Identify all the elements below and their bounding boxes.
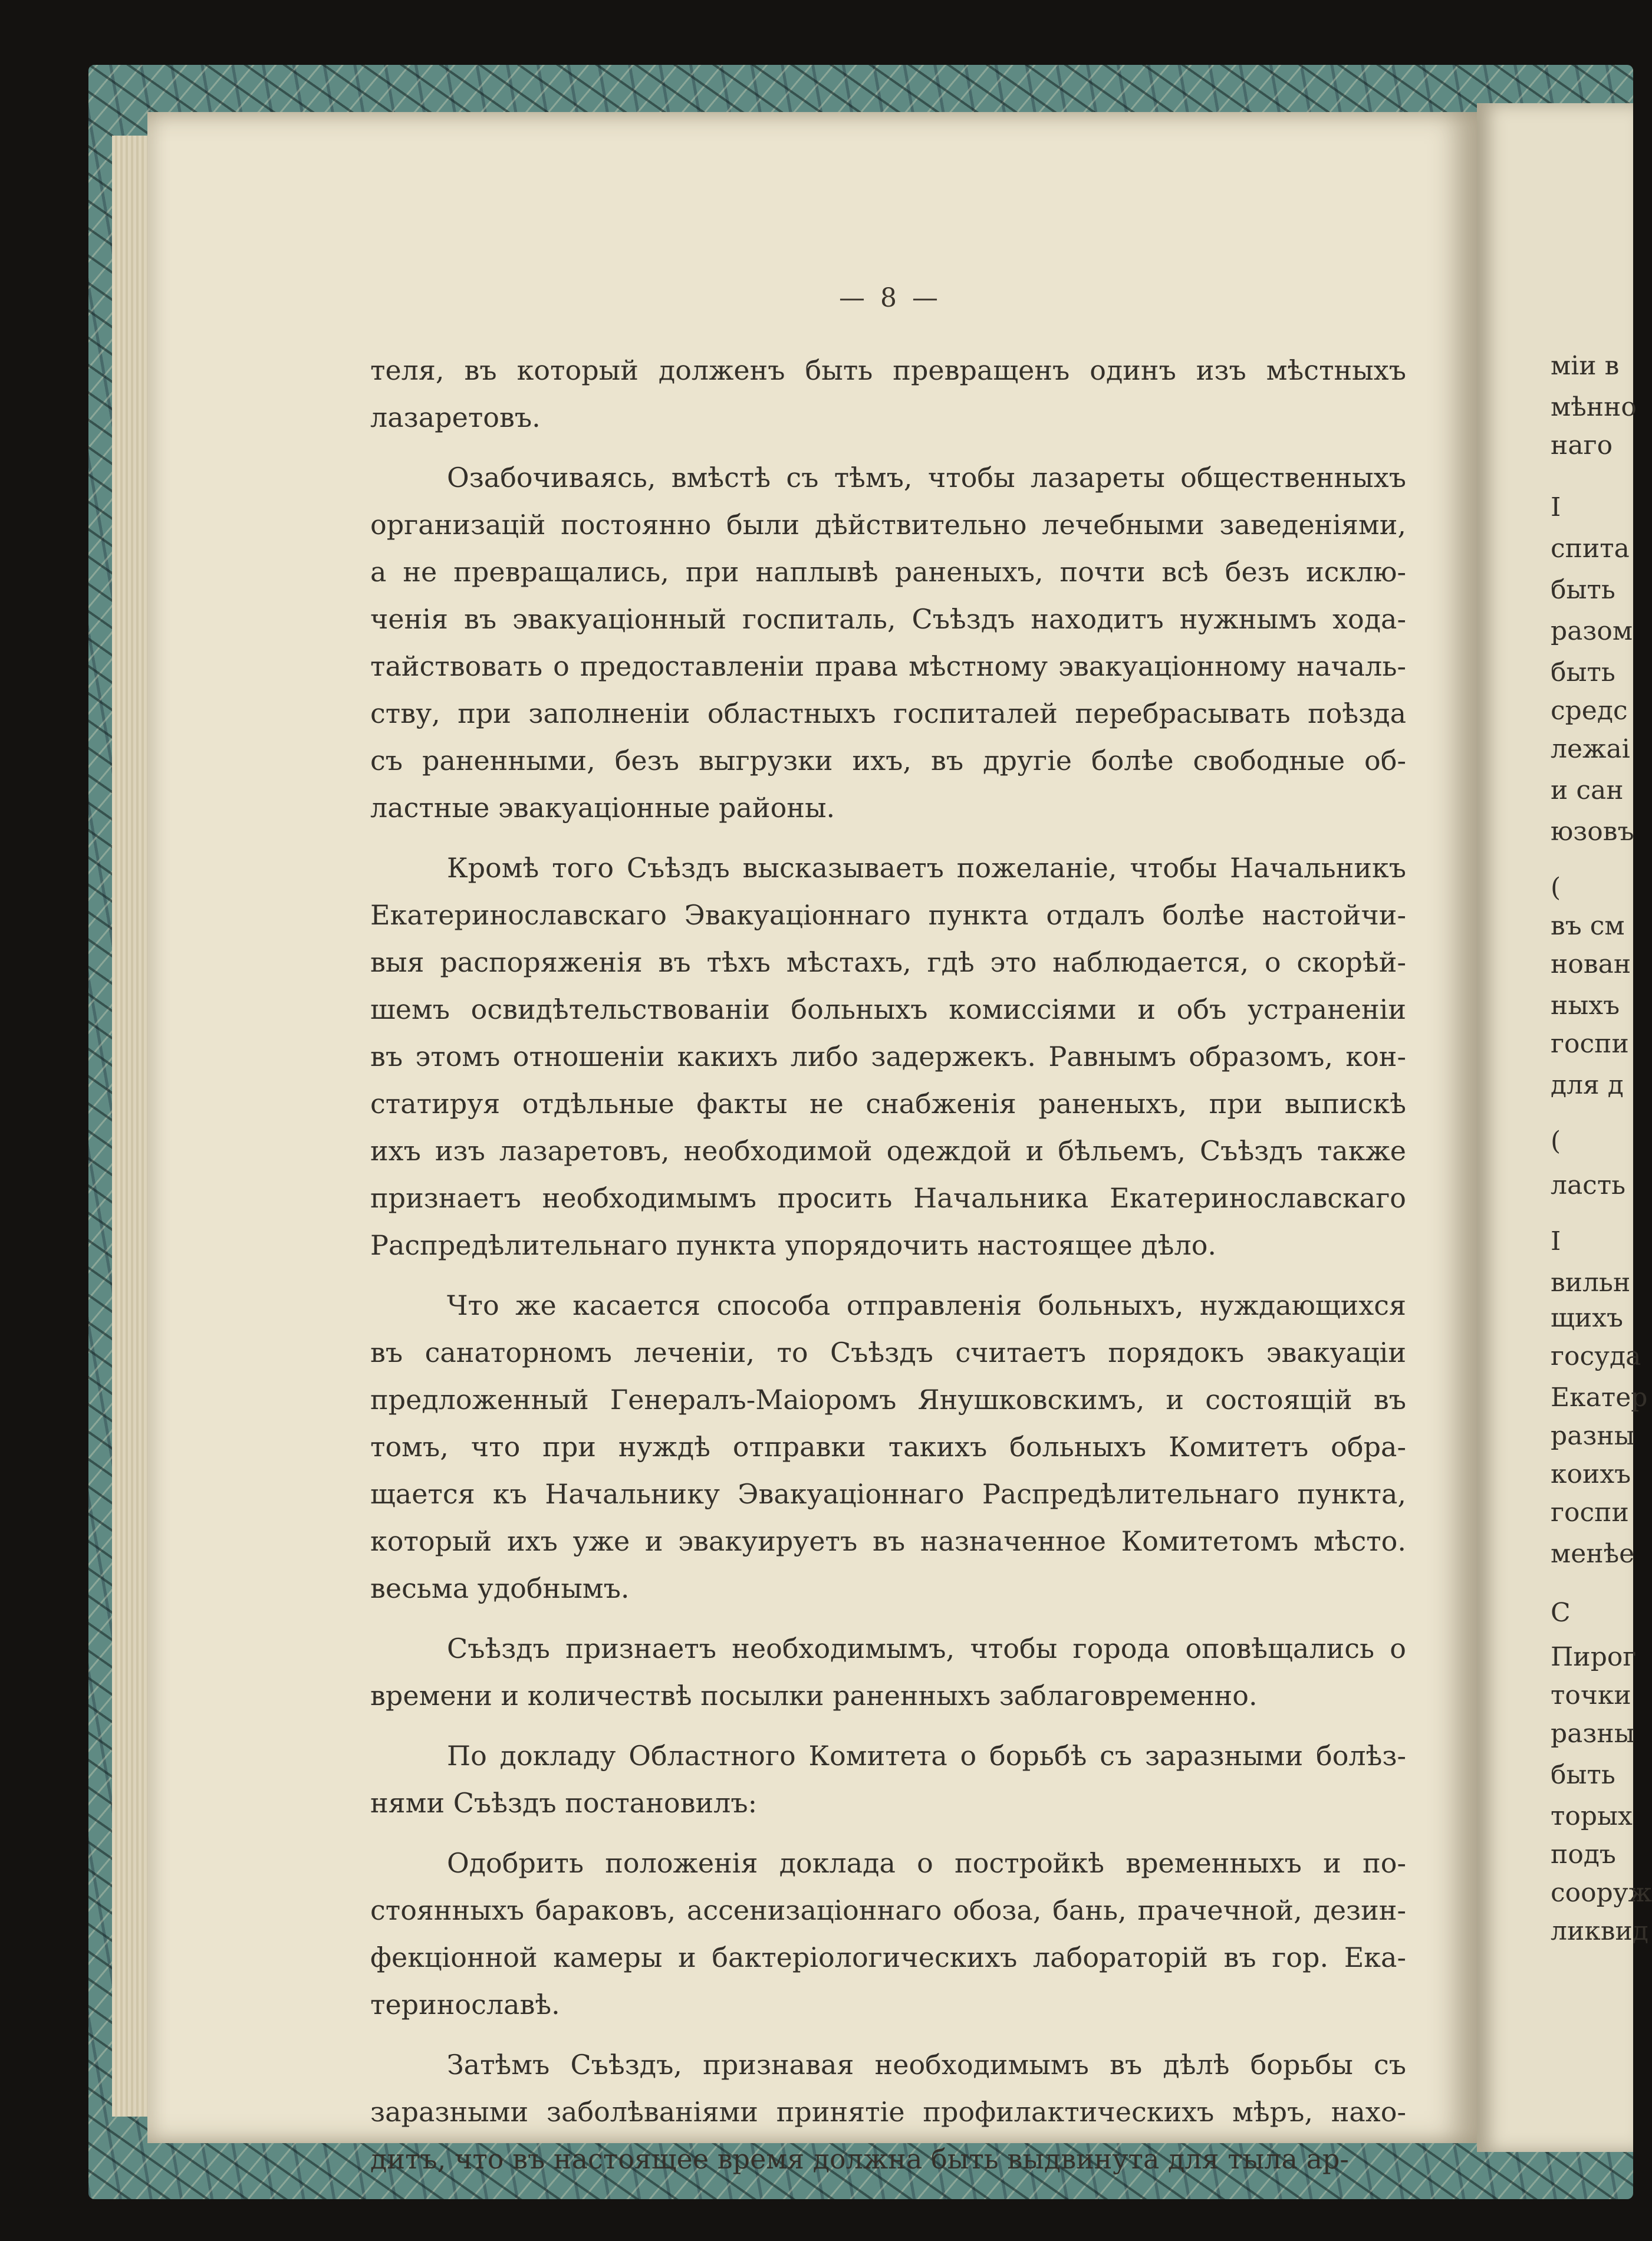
text-line: теля, въ который долженъ быть превращенъ одинъ изъ мѣстныхъ: [370, 354, 1406, 386]
paragraph: [370, 1732, 1406, 1827]
facing-page-line: торых: [1551, 1801, 1633, 1831]
facing-page-line: разны: [1551, 1421, 1635, 1451]
facing-page-line: вильн: [1551, 1268, 1631, 1298]
facing-page-line: нован: [1551, 949, 1631, 979]
text-line: Съѣздъ признаетъ необходимымъ, чтобы города оповѣщались о: [447, 1633, 1406, 1664]
text-line: фекціонной камеры и бактеріологическихъ лабораторій въ гор. Ека-: [370, 1941, 1406, 1973]
text-line: Одобрить положенія доклада о постройкѣ временныхъ и по-: [447, 1847, 1406, 1879]
text-line: Кромѣ того Съѣздъ высказываетъ пожеланіе, чтобы Начальникъ: [447, 852, 1406, 884]
text-line: заразными заболѣваніями принятіе профилактическихъ мѣръ, нахо-: [370, 2096, 1406, 2128]
text-line: ченія въ эвакуаціонный госпиталь, Съѣздъ находитъ нужнымъ хода-: [370, 603, 1406, 635]
facing-page-line: госпи: [1551, 1498, 1629, 1528]
facing-page-line: точки: [1551, 1680, 1631, 1710]
text-line: въ санаторномъ леченіи, то Съѣздъ считаетъ порядокъ эвакуаціи: [370, 1337, 1406, 1368]
facing-page-line: наго: [1551, 430, 1613, 460]
text-line: статируя отдѣльные факты не снабженія раненыхъ, при выпискѣ: [370, 1088, 1406, 1120]
paragraph: [370, 1282, 1406, 1612]
text-line: ихъ изъ лазаретовъ, необходимой одеждой и бѣльемъ, Съѣздъ также: [370, 1135, 1406, 1167]
text-line: весьма удобнымъ.: [370, 1572, 630, 1604]
facing-page-line: для д: [1551, 1070, 1624, 1100]
facing-page-line: лежаі: [1551, 734, 1630, 764]
paragraph: [370, 1839, 1406, 2028]
text-line: дитъ, что въ настоящее время должна быть выдвинута для тыла ар-: [370, 2143, 1349, 2175]
facing-page-line: менѣе: [1551, 1539, 1635, 1569]
text-line: шемъ освидѣтельствованіи больныхъ комиссіями и объ устраненіи: [370, 993, 1406, 1025]
text-line: въ этомъ отношеніи какихъ либо задержекъ. Равнымъ образомъ, кон-: [370, 1041, 1406, 1072]
facing-page-line: I: [1551, 1226, 1561, 1256]
facing-page-line: госпи: [1551, 1029, 1629, 1059]
facing-page-line: разны: [1551, 1719, 1635, 1749]
text-line: Что же касается способа отправленія больныхъ, нуждающихся: [447, 1289, 1406, 1321]
facing-page-line: быть: [1551, 657, 1615, 687]
text-line: нями Съѣздъ постановилъ:: [370, 1787, 758, 1819]
facing-page-line: подъ: [1551, 1839, 1616, 1870]
page-number: — 8 —: [839, 283, 942, 313]
text-line: ластные эвакуаціонные районы.: [370, 792, 835, 824]
text-line: который ихъ уже и эвакуируетъ въ назначенное Комитетомъ мѣсто.: [370, 1525, 1406, 1557]
facing-page-line: спита: [1551, 534, 1630, 564]
facing-page-line: Пирог: [1551, 1642, 1637, 1672]
text-line: томъ, что при нуждѣ отправки такихъ больныхъ Комитетъ обра-: [370, 1431, 1406, 1463]
text-line: времени и количествѣ посылки раненныхъ заблаговременно.: [370, 1680, 1258, 1712]
facing-page-line: Екатер: [1551, 1383, 1648, 1413]
text-line: а не превращались, при наплывѣ раненыхъ, почти всѣ безъ исклю-: [370, 556, 1406, 588]
text-line: щается къ Начальнику Эвакуаціоннаго Распредѣлительнаго пункта,: [370, 1478, 1406, 1510]
text-line: стоянныхъ бараковъ, ассенизаціоннаго обоза, бань, прачечной, дезин-: [370, 1894, 1406, 1926]
text-line: лазаретовъ.: [370, 402, 541, 433]
facing-page-line: средс: [1551, 696, 1628, 726]
text-line: предложенный Генералъ-Маіоромъ Янушковскимъ, и состоящій въ: [370, 1384, 1406, 1416]
text-line: ству, при заполненіи областныхъ госпиталей перебрасывать поѣзда: [370, 697, 1406, 729]
text-line: Екатеринославскаго Эвакуаціоннаго пункта отдалъ болѣе настойчи-: [370, 899, 1406, 931]
facing-page-line: быть: [1551, 575, 1615, 605]
facing-page-line: въ см: [1551, 911, 1625, 941]
text-line: Распредѣлительнаго пункта упорядочить настоящее дѣло.: [370, 1229, 1217, 1261]
facing-page-line: и сан: [1551, 775, 1624, 805]
text-line: Затѣмъ Съѣздъ, признавая необходимымъ въ дѣлѣ борьбы съ: [447, 2049, 1406, 2081]
facing-page-line: (: [1551, 1126, 1561, 1156]
facing-page-line: сооруж: [1551, 1878, 1652, 1908]
paragraph: [370, 844, 1406, 1269]
facing-page-line: юзовъ: [1551, 817, 1634, 847]
paragraph: [370, 2041, 1406, 2183]
text-line: признаетъ необходимымъ просить Начальника Екатеринославскаго: [370, 1182, 1406, 1214]
text-line: тайствовать о предоставленіи права мѣстному эвакуаціонному началь-: [370, 650, 1406, 682]
facing-page-line: щихъ: [1551, 1303, 1624, 1333]
text-line: организацій постоянно были дѣйствительно лечебными заведеніями,: [370, 509, 1406, 541]
paragraph: [370, 454, 1406, 831]
text-line: выя распоряженія въ тѣхъ мѣстахъ, гдѣ это наблюдается, о скорѣй-: [370, 946, 1406, 978]
facing-page-line: ликвид: [1551, 1916, 1648, 1946]
facing-page-line: ласть: [1551, 1170, 1626, 1200]
facing-page-line: С: [1551, 1598, 1571, 1628]
text-line: Озабочиваясь, вмѣстѣ съ тѣмъ, чтобы лазареты общественныхъ: [447, 462, 1406, 493]
paragraph: [370, 1625, 1406, 1719]
page-text: [370, 347, 1406, 2183]
facing-page-line: мѣнно: [1551, 392, 1637, 422]
facing-page-line: коихъ: [1551, 1459, 1631, 1489]
text-line: съ раненными, безъ выгрузки ихъ, въ другіе болѣе свободные об-: [370, 745, 1406, 776]
facing-page-line: ныхъ: [1551, 990, 1620, 1021]
facing-page-line: I: [1551, 492, 1561, 522]
facing-page-line: разом: [1551, 616, 1633, 646]
facing-page-line: міи в: [1551, 351, 1620, 381]
paragraph: [370, 347, 1406, 441]
facing-page-line: (: [1551, 873, 1561, 903]
facing-page-line: быть: [1551, 1760, 1615, 1790]
text-line: По докладу Областного Комитета о борьбѣ съ заразными болѣз-: [447, 1740, 1406, 1772]
facing-page-line: госуда: [1551, 1341, 1641, 1371]
text-line: теринославѣ.: [370, 1989, 560, 2020]
